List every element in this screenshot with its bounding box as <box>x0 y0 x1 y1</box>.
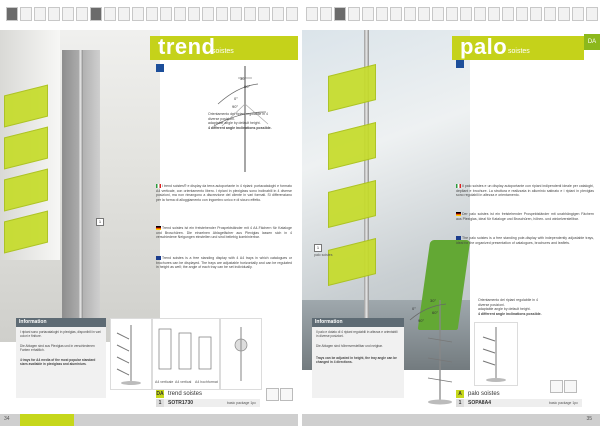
tray-size-label: A4 hochformat <box>195 380 218 384</box>
product-category-badge: DA <box>156 391 164 397</box>
drawing-base <box>121 381 141 385</box>
catalog-thumbnail[interactable] <box>104 7 116 21</box>
drawing-trays <box>483 337 495 365</box>
display-pole <box>78 50 83 330</box>
catalog-thumbnail[interactable] <box>586 7 598 21</box>
catalog-thumbnail[interactable] <box>446 7 458 21</box>
title-bar <box>150 36 298 60</box>
assembly-icon <box>550 380 563 393</box>
angle-label: 60° <box>244 84 251 89</box>
diagram-caption <box>478 298 568 316</box>
brand-logo-icon <box>456 60 464 68</box>
catalog-thumbnail[interactable] <box>174 7 186 21</box>
caption-line: 4 different angle inclinations possible. <box>208 125 272 130</box>
info-text-italian: I ripiani sono portacataloghi in plexiglas, disponibili in vari colori e finiture. <box>20 330 101 339</box>
catalog-thumbnail[interactable] <box>216 7 228 21</box>
catalog-thumbnail[interactable] <box>20 7 32 21</box>
technical-drawing <box>110 318 152 390</box>
caption-line: adaptable angle by default height. <box>478 307 531 311</box>
description-text: The palo soistes is a free standing pole-display with independently adjustable trays, ideal for the organized presentation of catalogues, brochures and leaflets. <box>456 236 594 245</box>
page-number: 35 <box>586 416 592 422</box>
catalog-thumbnail[interactable] <box>146 7 158 21</box>
caption-line: 4 different angle inclinations possible. <box>478 311 542 316</box>
footer-accent <box>20 414 74 426</box>
german-flag-icon <box>456 212 461 216</box>
caption-line: adaptable angle by default height. <box>208 121 261 125</box>
catalog-thumbnail-strip[interactable] <box>306 7 600 21</box>
product-code: SOPA8A4 <box>468 400 491 406</box>
tray-size-a <box>159 329 171 369</box>
catalog-thumbnail[interactable] <box>404 7 416 21</box>
catalog-thumbnail[interactable] <box>544 7 556 21</box>
catalog-thumbnail[interactable] <box>572 7 584 21</box>
description-italian <box>156 184 292 202</box>
section-tab[interactable]: DA <box>584 34 600 50</box>
angle-label: 0° <box>412 306 416 311</box>
tray-sizes-svg <box>153 319 219 379</box>
indoor-use-icon <box>564 380 577 393</box>
catalog-thumbnail[interactable] <box>320 7 332 21</box>
angle-label: 30° <box>430 298 437 303</box>
angle-label: 60° <box>432 310 439 315</box>
product-photo <box>0 30 160 342</box>
catalog-thumbnail[interactable] <box>376 7 388 21</box>
tray-size-c <box>199 337 211 369</box>
caption-line: Orientamento dei ripiani regolabile in 4 <box>208 112 268 116</box>
product-code-row <box>456 399 582 407</box>
drawing-trays <box>117 333 129 375</box>
page-number: 34 <box>4 416 10 422</box>
italian-flag-icon <box>156 184 161 188</box>
catalog-thumbnail[interactable] <box>76 7 88 21</box>
tray-sizes-drawing <box>152 318 220 390</box>
catalog-thumbnail[interactable] <box>272 7 284 21</box>
catalog-thumbnail[interactable] <box>516 7 528 21</box>
catalog-thumbnail[interactable] <box>230 7 242 21</box>
photo-caption: palo soistes <box>314 253 333 257</box>
tray-size-b <box>179 333 191 369</box>
catalog-thumbnail[interactable] <box>558 7 570 21</box>
info-text-english: 4 trays for A4 media of the most popular standard sizes available in plexiglass and aluminium. <box>20 358 96 367</box>
page-title: trend <box>158 34 216 59</box>
drawing-base <box>486 378 506 382</box>
catalog-thumbnail[interactable] <box>432 7 444 21</box>
diagram-base <box>428 400 452 405</box>
caption-line: Orientamento dei ripiani regolabile in 4 <box>478 298 538 302</box>
info-text-italian: Il palo e dotato di 4 ripiani regolabili in altezza e orientabili in diverse posizioni. <box>316 330 398 339</box>
angle-label: 30° <box>240 76 247 81</box>
catalog-thumbnail[interactable] <box>34 7 46 21</box>
indoor-use-icon <box>280 388 293 401</box>
angle-label: 90° <box>232 104 239 109</box>
info-text-german: Die Ablagen sind aus Plexiglas und in verschiedenen Farben erhaltlich. <box>20 344 95 353</box>
diagram-angle-arc <box>218 84 258 104</box>
caption-line: diverse posizioni. <box>208 116 235 121</box>
catalog-thumbnail[interactable] <box>502 7 514 21</box>
page-subtitle: soistes <box>212 48 234 55</box>
description-text: I trend soistes® e display da terra autoportante in 4 ripiani: portacataloghi e formato A4 verticale, con orientamento libero. I ripiani in plexiglass sono inclinabili in 4 diverse posizioni, ma non rimangono a discrezione del cliente in vari formati. Si differenziano per la forma di alloggiamento con ingombro unico e di sicuro effetto. <box>156 184 292 202</box>
catalog-thumbnail[interactable] <box>334 7 346 21</box>
info-text-english: Trays can be adjusted in height, the tray angle can be changed in 4 directions. <box>316 356 397 365</box>
description-text: Trend soistes ist ein freistehender Prospektständer mit 4 A4-Fächern für Kataloge und Broschüren. Die einzelnen Ablagefächer aus Plexiglas lassen sich in 4 verschiedene Neigungen einstellen und sind beliebig kombinierbar. <box>156 226 292 240</box>
left-page-footer <box>0 414 298 426</box>
page-title: palo <box>460 34 508 59</box>
product-category-badge: A <box>456 390 464 398</box>
information-heading: Information <box>312 318 404 327</box>
description-text: Il palo soistes e un display autoportante con ripiani indipendenti ideale per cataloghi, depliant e brochure. La struttura e realizzata in alluminio satinato e i ripiani in plexiglas sono regolabili in altezza e orientamento. <box>456 184 594 198</box>
product-name: trend soistes <box>168 391 203 397</box>
right-page-footer <box>302 414 600 426</box>
catalog-thumbnail[interactable] <box>348 7 360 21</box>
italian-flag-icon <box>456 184 461 188</box>
catalog-thumbnail[interactable] <box>118 7 130 21</box>
catalog-thumbnail[interactable] <box>530 7 542 21</box>
catalog-thumbnail[interactable] <box>90 7 102 21</box>
product-quantity: basic package 1pc <box>549 401 578 405</box>
detail-drawing-svg <box>221 319 261 389</box>
description-italian <box>456 184 594 198</box>
catalog-thumbnail[interactable] <box>258 7 270 21</box>
catalog-thumbnail[interactable] <box>62 7 74 21</box>
product-code: SOTR1730 <box>168 400 194 406</box>
technical-drawing <box>474 322 518 386</box>
angle-label: 0° <box>234 96 238 101</box>
information-box <box>312 318 404 398</box>
catalog-thumbnail[interactable] <box>48 7 60 21</box>
catalog-thumbnail[interactable] <box>244 7 256 21</box>
product-quantity: basic package 1pc <box>227 401 256 405</box>
catalog-thumbnail[interactable] <box>474 7 486 21</box>
product-index-badge: 1 <box>156 399 164 407</box>
description-english <box>156 256 292 270</box>
page-subtitle: soistes <box>508 48 530 55</box>
product-index-badge: 1 <box>456 399 464 407</box>
product-code-row <box>156 399 260 407</box>
description-german <box>456 212 594 221</box>
catalog-thumbnail[interactable] <box>418 7 430 21</box>
description-text: Trend soistes is a free standing display with 4 A4 trays in which catalogues or brochures can be displayed. The trays are adjustable horizontally and can be regulated in height as well; the angle of each tray can be set individually. <box>156 256 292 270</box>
catalog-thumbnail[interactable] <box>160 7 172 21</box>
description-english <box>456 236 594 245</box>
information-heading: Information <box>16 318 106 327</box>
catalog-thumbnail[interactable] <box>132 7 144 21</box>
product-name: palo soistes <box>468 391 500 397</box>
tray-size-label: A4 vertical <box>175 380 192 384</box>
catalog-thumbnail[interactable] <box>390 7 402 21</box>
technical-drawing-svg <box>111 319 151 389</box>
uk-flag-icon <box>156 256 161 260</box>
assembly-icon <box>266 388 279 401</box>
catalog-thumbnail-strip[interactable] <box>6 7 298 21</box>
right-page <box>302 0 600 426</box>
title-bar <box>452 36 584 60</box>
catalog-thumbnail[interactable] <box>362 7 374 21</box>
brand-logo-icon <box>156 64 164 72</box>
information-box <box>16 318 106 398</box>
description-text: Der palo soistes ist ein freistehender Prospektständer mit unabhängigen Fächern aus Plexiglas, ideal für Kataloge und Broschüren, höhen- und winkelverstellbar. <box>456 212 594 221</box>
catalog-thumbnail[interactable] <box>6 7 18 21</box>
german-flag-icon <box>156 226 161 230</box>
diagram-caption <box>208 112 292 130</box>
catalog-thumbnail[interactable] <box>188 7 200 21</box>
description-german <box>156 226 292 240</box>
uk-flag-icon <box>456 236 461 240</box>
left-page <box>0 0 298 426</box>
catalog-thumbnail[interactable] <box>202 7 214 21</box>
detail-drawing <box>220 318 262 390</box>
catalog-thumbnail[interactable] <box>460 7 472 21</box>
info-text-german: Die Ablagen sind höhenverstellbar und neigbar. <box>316 344 383 348</box>
photo-number-badge: 1 <box>314 244 322 252</box>
angle-label: 90° <box>418 318 425 323</box>
catalog-thumbnail[interactable] <box>286 7 298 21</box>
catalog-thumbnail[interactable] <box>306 7 318 21</box>
catalog-thumbnail[interactable] <box>488 7 500 21</box>
technical-drawing-svg <box>475 323 517 385</box>
tray-size-label: A4 verticale <box>155 380 174 384</box>
photo-number-badge: 1 <box>96 218 104 226</box>
caption-line: diverse posizioni. <box>478 302 505 307</box>
